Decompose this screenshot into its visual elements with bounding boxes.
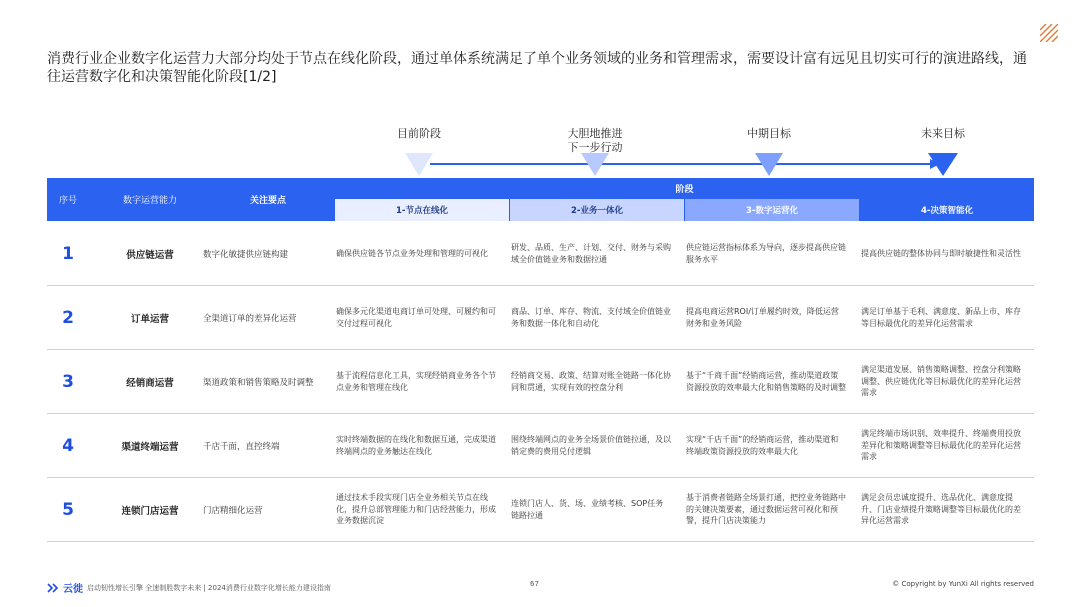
header-phase-4: 4-决策智能化 <box>860 199 1034 221</box>
table-row <box>47 350 1034 414</box>
row-phase-3: 提高电商运营ROI/订单履约时效，降低运营财务和业务风险 <box>686 307 839 328</box>
row-index: 2 <box>62 307 74 328</box>
header-capability: 数字运营能力 <box>122 196 177 206</box>
row-phase-1: 基于流程信息化工具，实现经销商业务各个节点业务和管理在线化 <box>336 371 496 392</box>
row-phase-4: 满足会员忠诚度提升、选品优化、满意度提升、门店业绩提升策略调整等目标最优化的差异化运营需求 <box>861 493 1021 526</box>
row-focus: 千店千面，直控终端 <box>203 441 280 452</box>
row-phase-4: 满足渠道发展、销售策略调整、控盘分利策略调整、供应链优化等目标最优化的差异化运营需求 <box>861 365 1021 398</box>
row-focus: 全渠道订单的差异化运营 <box>203 313 297 324</box>
footer-tagline: 启动韧性增长引擎 全速制胜数字未来 | 2024消费行业数字化增长能力建设指南 <box>87 583 331 592</box>
row-phase-3: 实现“千店千面”的经销商运营，推动渠道和终端政策资源投放的效率最大化 <box>686 435 839 456</box>
row-index: 4 <box>62 435 74 456</box>
stage-label-current: 目前阶段 <box>397 127 441 140</box>
row-phase-2: 研发、品质、生产、计划、交付、财务与采购域全价值链业务和数据拉通 <box>511 243 671 264</box>
row-focus: 渠道政策和销售策略及时调整 <box>203 377 314 388</box>
header-phase-group: 阶段 <box>675 185 694 195</box>
row-phase-2: 围绕终端网点的业务全场景价值链拉通，及以销定费的费用兑付逻辑 <box>511 435 671 456</box>
row-focus: 门店精细化运营 <box>203 505 263 516</box>
header-phase-2: 2-业务一体化 <box>510 199 684 221</box>
row-phase-4: 满足订单基于毛利、满意度、新品上市、库存等目标最优化的差异化运营需求 <box>861 307 1021 328</box>
row-capability: 供应链运营 <box>126 249 174 261</box>
copyright: © Copyright by YunXi All rights reserved <box>892 580 1034 588</box>
row-capability: 连锁门店运营 <box>121 505 179 517</box>
row-index: 5 <box>62 499 74 520</box>
row-phase-3: 基于消费者链路全场景打通，把控业务链路中的关键决策要素，通过数据运营可视化和预警，提升门店决策能力 <box>686 493 846 526</box>
row-phase-4: 提高供应链的整体协同与即时敏捷性和灵活性 <box>861 248 1021 258</box>
header-phase-3: 3-数字运营化 <box>685 199 859 221</box>
header-phase-1: 1-节点在线化 <box>335 199 509 221</box>
row-phase-2: 经销商交易、政策、结算对账全链路一体化协同和贯通，实现有效的控盘分利 <box>511 371 671 392</box>
stage-marker-current <box>405 153 433 176</box>
row-index: 3 <box>62 371 74 392</box>
row-focus: 数字化敏捷供应链构建 <box>203 249 289 260</box>
table-row <box>47 414 1034 478</box>
header-focus: 关注要点 <box>249 196 286 206</box>
brand-logo-icon <box>47 583 59 593</box>
row-phase-4: 满足终端市场识别、效率提升、终端费用投放差异化和策略调整等目标最优化的差异化运营需求 <box>861 429 1021 462</box>
stage-label-future: 未来目标 <box>921 127 965 140</box>
table-row <box>47 222 1034 286</box>
table-header <box>47 178 1034 221</box>
header-index: 序号 <box>58 196 77 206</box>
row-phase-1: 确保供应链各节点业务处理和管理的可视化 <box>336 248 488 258</box>
row-phase-1: 通过技术手段实现门店全业务相关节点在线化，提升总部管理能力和门店经营能力，形成业务数据沉淀 <box>336 493 496 526</box>
row-phase-1: 确保多元化渠道电商订单可处理、可履约和可交付过程可视化 <box>336 307 496 328</box>
stage-label-next: 大胆地推进 下一步行动 <box>567 127 623 154</box>
page-title: 消费行业企业数字化运营力大部分均处于节点在线化阶段，通过单体系统满足了单个业务领域的业务和管理需求，需要设计富有远见且切实可行的演进路线，通往运营数字化和决策智能化阶段[1/2] <box>47 51 1027 85</box>
brand-logo: 云徙 <box>63 584 83 595</box>
row-capability: 经销商运营 <box>126 377 174 389</box>
row-phase-2: 商品、订单、库存、物流、支付域全价值链业务和数据一体化和自动化 <box>511 307 671 328</box>
row-phase-2: 连锁门店人、货、场、业绩考核、SOP任务链路拉通 <box>511 499 664 520</box>
table-row <box>47 286 1034 350</box>
row-capability: 渠道终端运营 <box>121 441 179 453</box>
footer-left <box>47 580 331 595</box>
row-phase-3: 供应链运营指标体系为导向，逐步提高供应链服务水平 <box>686 243 846 264</box>
row-index: 1 <box>62 243 74 264</box>
stage-label-mid: 中期目标 <box>747 127 791 140</box>
page-number: 67 <box>530 580 539 588</box>
row-phase-1: 实时终端数据的在线化和数据互通，完成渠道终端网点的业务触达在线化 <box>336 435 496 456</box>
stage-roadmap <box>0 0 1080 180</box>
table-row <box>47 478 1034 542</box>
row-capability: 订单运营 <box>130 313 169 325</box>
row-phase-3: 基于“千商千面”经销商运营，推动渠道政策资源投放的效率最大化和销售策略的及时调整 <box>686 371 846 392</box>
